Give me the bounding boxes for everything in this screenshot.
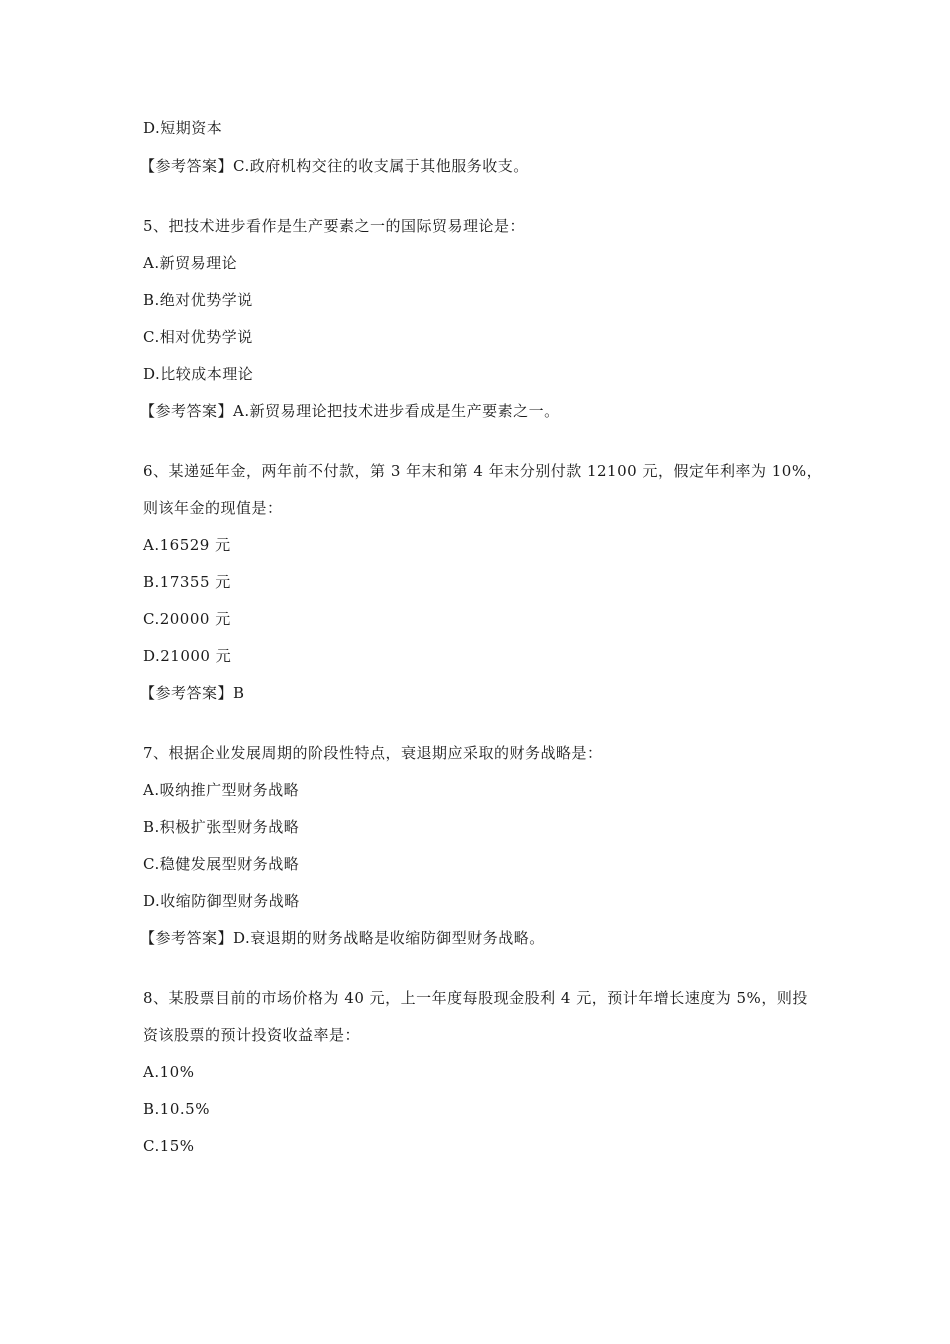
q8-question-line1: 8、某股票目前的市场价格为 40 元，上一年度每股现金股利 4 元，预计年增长速度为 5%，则投	[143, 989, 808, 1007]
q8-option-c: C.15%	[143, 1137, 195, 1155]
q6-option-d: D.21000 元	[143, 647, 232, 665]
q4-option-d: D.短期资本	[143, 119, 223, 137]
q6-option-a: A.16529 元	[143, 536, 231, 554]
q4-answer: 【参考答案】C.政府机构交往的收支属于其他服务收支。	[140, 157, 529, 175]
q7-option-b: B.积极扩张型财务战略	[143, 818, 300, 836]
q5-question: 5、把技术进步看作是生产要素之一的国际贸易理论是：	[143, 217, 526, 235]
q5-answer: 【参考答案】A.新贸易理论把技术进步看成是生产要素之一。	[140, 402, 560, 420]
q5-option-d: D.比较成本理论	[143, 365, 254, 383]
q8-option-a: A.10%	[143, 1063, 195, 1081]
q6-question-line1: 6、某递延年金，两年前不付款，第 3 年末和第 4 年末分别付款 12100 元，假定年利率为 10%，	[143, 462, 823, 480]
q7-answer: 【参考答案】D.衰退期的财务战略是收缩防御型财务战略。	[140, 929, 545, 947]
q7-option-d: D.收缩防御型财务战略	[143, 892, 300, 910]
q6-option-c: C.20000 元	[143, 610, 231, 628]
q6-option-b: B.17355 元	[143, 573, 231, 591]
q5-option-c: C.相对优势学说	[143, 328, 253, 346]
q6-question-line2: 则该年金的现值是：	[143, 499, 283, 517]
q7-question: 7、根据企业发展周期的阶段性特点，衰退期应采取的财务战略是：	[143, 744, 603, 762]
q7-option-a: A.吸纳推广型财务战略	[143, 781, 300, 799]
q6-answer: 【参考答案】B	[140, 684, 245, 702]
q8-option-b: B.10.5%	[143, 1100, 210, 1118]
q7-option-c: C.稳健发展型财务战略	[143, 855, 300, 873]
q8-question-line2: 资该股票的预计投资收益率是：	[143, 1026, 361, 1044]
q5-option-b: B.绝对优势学说	[143, 291, 253, 309]
q5-option-a: A.新贸易理论	[143, 254, 238, 272]
